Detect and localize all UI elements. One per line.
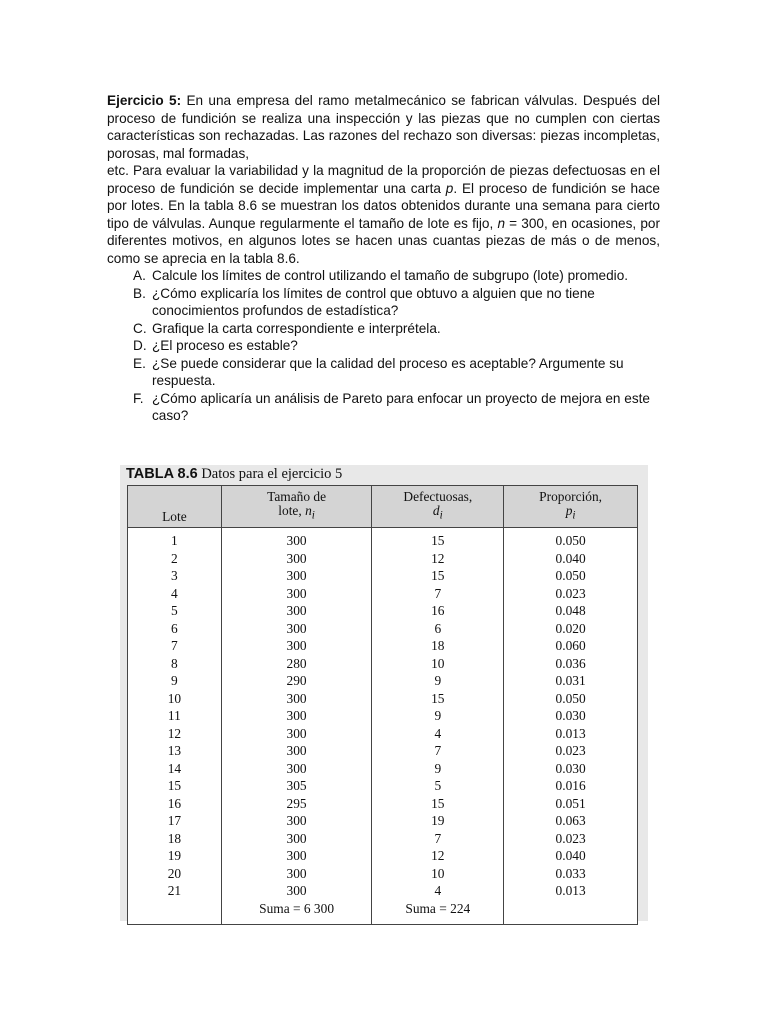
- header-lote: Lote: [128, 486, 222, 528]
- exercise-label: Ejercicio 5:: [107, 93, 182, 108]
- cell-tamano: 300: [221, 550, 372, 568]
- cell-tamano: 290: [221, 672, 372, 690]
- cell-defectuosas: 9: [372, 707, 504, 725]
- table-header-row: [128, 486, 638, 528]
- question-item: A. Calcule los límites de control utilizando el tamaño de subgrupo (lote) promedio.: [133, 268, 629, 283]
- cell-lote: 14: [128, 760, 222, 778]
- exercise-paragraph-1: Ejercicio 5: En una empresa del ramo metalmecánico se fabrican válvulas. Después del proceso de fundición se realiza una inspección y las piezas que no cumplen con ciertas características son rechazadas. Las razones del rechazo son diversas: piezas incompletas, porosas, mal formadas,: [107, 93, 660, 161]
- cell-lote: 6: [128, 620, 222, 638]
- sum-empty-cell: [504, 900, 638, 925]
- cell-defectuosas: 4: [372, 882, 504, 900]
- table-sum-row: [128, 900, 638, 925]
- table-row: [128, 620, 638, 638]
- cell-lote: 7: [128, 637, 222, 655]
- cell-defectuosas: 9: [372, 760, 504, 778]
- cell-lote: 5: [128, 602, 222, 620]
- cell-proporcion: 0.036: [504, 655, 638, 673]
- cell-lote: 13: [128, 742, 222, 760]
- cell-defectuosas: 12: [372, 847, 504, 865]
- cell-proporcion: 0.050: [504, 567, 638, 585]
- data-table-figure: [120, 465, 648, 921]
- cell-defectuosas: 15: [372, 567, 504, 585]
- table-row: [128, 655, 638, 673]
- cell-tamano: 300: [221, 865, 372, 883]
- cell-lote: 18: [128, 830, 222, 848]
- cell-defectuosas: 7: [372, 830, 504, 848]
- cell-tamano: 300: [221, 742, 372, 760]
- table-row: [128, 725, 638, 743]
- cell-lote: 20: [128, 865, 222, 883]
- question-list: [107, 267, 660, 425]
- cell-tamano: 300: [221, 707, 372, 725]
- cell-defectuosas: 15: [372, 795, 504, 813]
- question-item: E. ¿Se puede considerar que la calidad del proceso es aceptable? Argumente su respuesta.: [133, 355, 624, 388]
- cell-lote: 9: [128, 672, 222, 690]
- sum-tamano: Suma = 6 300: [221, 900, 372, 925]
- cell-proporcion: 0.040: [504, 847, 638, 865]
- table-row: [128, 690, 638, 708]
- cell-defectuosas: 9: [372, 672, 504, 690]
- table-row: [128, 830, 638, 848]
- sum-defectuosas: Suma = 224: [372, 900, 504, 925]
- cell-proporcion: 0.048: [504, 602, 638, 620]
- cell-tamano: 300: [221, 760, 372, 778]
- cell-proporcion: 0.023: [504, 830, 638, 848]
- cell-lote: 2: [128, 550, 222, 568]
- cell-lote: 11: [128, 707, 222, 725]
- table-row: [128, 812, 638, 830]
- table-title: TABLA 8.6 Datos para el ejercicio 5: [126, 466, 343, 482]
- table-row: [128, 550, 638, 568]
- cell-proporcion: 0.030: [504, 760, 638, 778]
- cell-tamano: 300: [221, 812, 372, 830]
- cell-proporcion: 0.020: [504, 620, 638, 638]
- table-row: [128, 528, 638, 550]
- cell-lote: 21: [128, 882, 222, 900]
- cell-defectuosas: 5: [372, 777, 504, 795]
- cell-tamano: 300: [221, 585, 372, 603]
- exercise-paragraph-2: etc. Para evaluar la variabilidad y la magnitud de la proporción de piezas defectuosas en el proceso de fundición se decide implementar una carta p. El proceso de fundición se hace por lotes. En la tabla 8.6 se muestran los datos obtenidos durante una semana para cierto tipo de válvulas. Aunque regularmente el tamaño de lote es fijo, n = 300, en ocasiones, por diferentes motivos, en algunos lotes se hacen unas cuantas piezas de más o de menos, como se aprecia en la tabla 8.6.: [107, 163, 660, 266]
- cell-proporcion: 0.051: [504, 795, 638, 813]
- exercise-text: [107, 92, 660, 425]
- question-item: D. ¿El proceso es estable?: [133, 338, 298, 353]
- table-body: [128, 528, 638, 900]
- cell-tamano: 300: [221, 602, 372, 620]
- header-tamano: Tamaño de lote, $n_i$: [221, 486, 372, 528]
- cell-tamano: 300: [221, 637, 372, 655]
- header-defectuosas: Defectuosas, $d_i$: [372, 486, 504, 528]
- sum-empty-cell: [128, 900, 222, 925]
- cell-defectuosas: 15: [372, 690, 504, 708]
- cell-proporcion: 0.016: [504, 777, 638, 795]
- cell-tamano: 300: [221, 567, 372, 585]
- table-row: [128, 602, 638, 620]
- cell-proporcion: 0.013: [504, 725, 638, 743]
- cell-proporcion: 0.031: [504, 672, 638, 690]
- cell-defectuosas: 19: [372, 812, 504, 830]
- question-item: F. ¿Cómo aplicaría un análisis de Pareto para enfocar un proyecto de mejora en este caso?: [133, 390, 650, 423]
- cell-proporcion: 0.050: [504, 690, 638, 708]
- cell-lote: 12: [128, 725, 222, 743]
- cell-proporcion: 0.033: [504, 865, 638, 883]
- cell-proporcion: 0.063: [504, 812, 638, 830]
- cell-tamano: 300: [221, 725, 372, 743]
- cell-proporcion: 0.023: [504, 585, 638, 603]
- cell-lote: 8: [128, 655, 222, 673]
- cell-defectuosas: 6: [372, 620, 504, 638]
- cell-tamano: 300: [221, 528, 372, 550]
- cell-defectuosas: 7: [372, 742, 504, 760]
- table-row: [128, 795, 638, 813]
- cell-tamano: 300: [221, 830, 372, 848]
- table-row: [128, 865, 638, 883]
- cell-tamano: 300: [221, 882, 372, 900]
- cell-defectuosas: 18: [372, 637, 504, 655]
- cell-tamano: 300: [221, 620, 372, 638]
- table-row: [128, 777, 638, 795]
- table-row: [128, 585, 638, 603]
- cell-defectuosas: 7: [372, 585, 504, 603]
- cell-defectuosas: 15: [372, 528, 504, 550]
- cell-proporcion: 0.050: [504, 528, 638, 550]
- header-proporcion: Proporción, $p_i$: [504, 486, 638, 528]
- cell-tamano: 300: [221, 847, 372, 865]
- cell-proporcion: 0.013: [504, 882, 638, 900]
- cell-proporcion: 0.040: [504, 550, 638, 568]
- table-row: [128, 882, 638, 900]
- question-item: B. ¿Cómo explicaría los límites de control que obtuvo a alguien que no tiene conocimientos profundos de estadística?: [133, 285, 595, 318]
- cell-tamano: 295: [221, 795, 372, 813]
- table-row: [128, 760, 638, 778]
- cell-lote: 16: [128, 795, 222, 813]
- table-row: [128, 707, 638, 725]
- cell-defectuosas: 4: [372, 725, 504, 743]
- question-item: C. Grafique la carta correspondiente e interprétela.: [133, 320, 441, 336]
- cell-lote: 15: [128, 777, 222, 795]
- cell-tamano: 300: [221, 690, 372, 708]
- table-row: [128, 742, 638, 760]
- cell-proporcion: 0.030: [504, 707, 638, 725]
- table-row: [128, 567, 638, 585]
- cell-tamano: 280: [221, 655, 372, 673]
- cell-lote: 17: [128, 812, 222, 830]
- cell-lote: 10: [128, 690, 222, 708]
- cell-defectuosas: 16: [372, 602, 504, 620]
- cell-defectuosas: 10: [372, 655, 504, 673]
- cell-defectuosas: 10: [372, 865, 504, 883]
- cell-lote: 1: [128, 528, 222, 550]
- cell-proporcion: 0.023: [504, 742, 638, 760]
- table-row: [128, 637, 638, 655]
- cell-proporcion: 0.060: [504, 637, 638, 655]
- cell-lote: 19: [128, 847, 222, 865]
- data-table: [127, 485, 638, 925]
- table-row: [128, 847, 638, 865]
- cell-tamano: 305: [221, 777, 372, 795]
- cell-lote: 4: [128, 585, 222, 603]
- table-row: [128, 672, 638, 690]
- cell-defectuosas: 12: [372, 550, 504, 568]
- cell-lote: 3: [128, 567, 222, 585]
